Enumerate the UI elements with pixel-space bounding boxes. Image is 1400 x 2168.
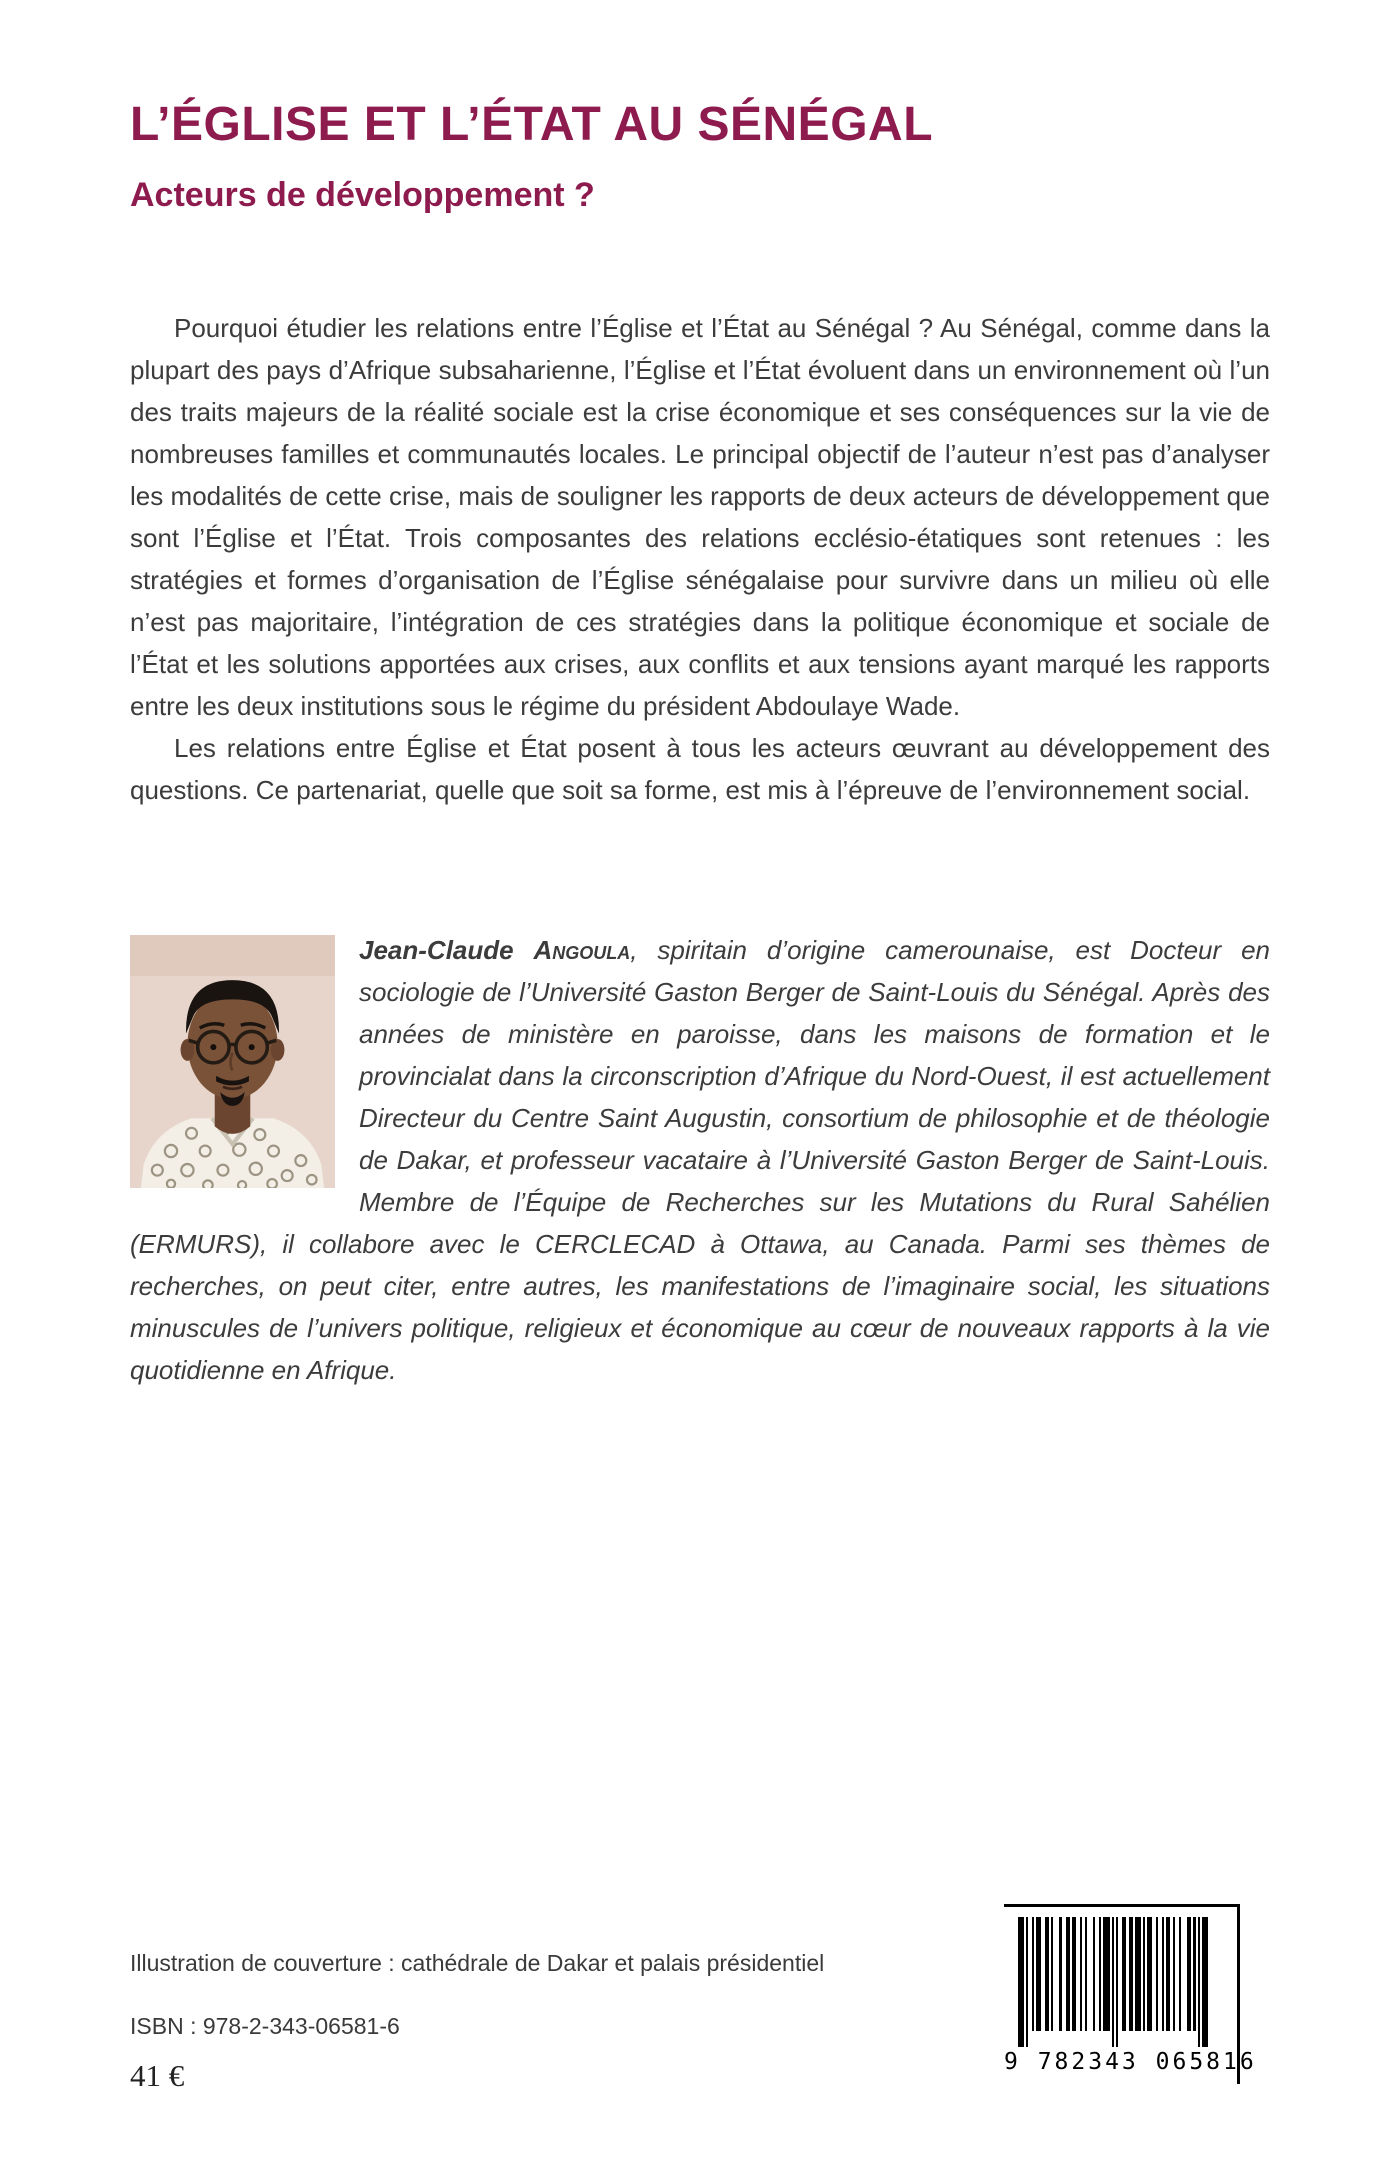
- synopsis-paragraph-2: Les relations entre Église et État posent à tous les acteurs œuvrant au développement des questions. Ce partenariat, quelle que soit sa forme, est mis à l’épreuve de l’environnement social.: [130, 732, 1270, 805]
- book-title: L’ÉGLISE ET L’ÉTAT AU SÉNÉGAL: [130, 98, 934, 151]
- barcode-bars: [1018, 1917, 1224, 2047]
- barcode-number: 9 782343 065816: [1004, 2049, 1257, 2075]
- author-bio-section: [130, 929, 1270, 1391]
- cover-header: [130, 98, 1270, 215]
- synopsis-section: [130, 307, 1270, 811]
- book-subtitle: Acteurs de développement ?: [130, 175, 595, 214]
- author-bio-rest: , spiritain d’origine camerounaise, est Docteur en sociologie de l’Université Gaston Berger de Saint-Louis du Sénégal. Après des années de ministère en paroisse, dans les maisons de formation et le provincialat dans la circonscription d’Afrique du Nord-Ouest, il est actuellement Directeur du Centre Saint Augustin, consortium de philosophie et de théologie de Dakar, et professeur vacataire à l’Université Gaston Berger de Saint-Louis. Membre de l’Équipe de Recherches sur les Mutations du Rural Sahélien (ERMURS), il collabore avec le CERCLECAD à Ottawa, au Canada. Parmi ses thèmes de recherches, on peut citer, entre autres, les manifestations de l’imaginaire social, les situations minuscules de l’univers politique, religieux et économique au cœur de nouveaux rapports à la vie quotidienne en Afrique.: [130, 934, 1271, 1385]
- price: 41 €: [130, 2058, 185, 2093]
- illustration-credit: Illustration de couverture : cathédrale de Dakar et palais présidentiel: [130, 1950, 825, 1976]
- cover-content: [0, 98, 1400, 1391]
- isbn: ISBN : 978-2-343-06581-6: [130, 2013, 400, 2039]
- author-photo: [130, 935, 335, 1188]
- author-name-last: Angoula: [533, 934, 631, 965]
- synopsis-paragraph-1: Pourquoi étudier les relations entre l’Église et l’État au Sénégal ? Au Sénégal, comme dans la plupart des pays d’Afrique subsaharienne, l’Église et l’État évoluent dans un environnement où l’un des traits majeurs de la réalité sociale est la crise économique et ses conséquences sur la vie de nombreuses familles et communautés locales. Le principal objectif de l’auteur n’est pas d’analyser les modalités de cette crise, mais de souligner les rapports de deux acteurs de développement que sont l’Église et l’État. Trois composantes des relations ecclésio-étatiques sont retenues : les stratégies et formes d’organisation de l’Église sénégalaise pour survivre dans un milieu où elle n’est pas majoritaire, l’intégration de ces stratégies dans la politique économique et sociale de l’État et les solutions apportées aux crises, aux conflits et aux tensions ayant marqué les rapports entre les deux institutions sous le régime du président Abdoulaye Wade.: [130, 312, 1270, 721]
- author-name-first: Jean-Claude: [359, 934, 534, 965]
- barcode: [1004, 1904, 1257, 2084]
